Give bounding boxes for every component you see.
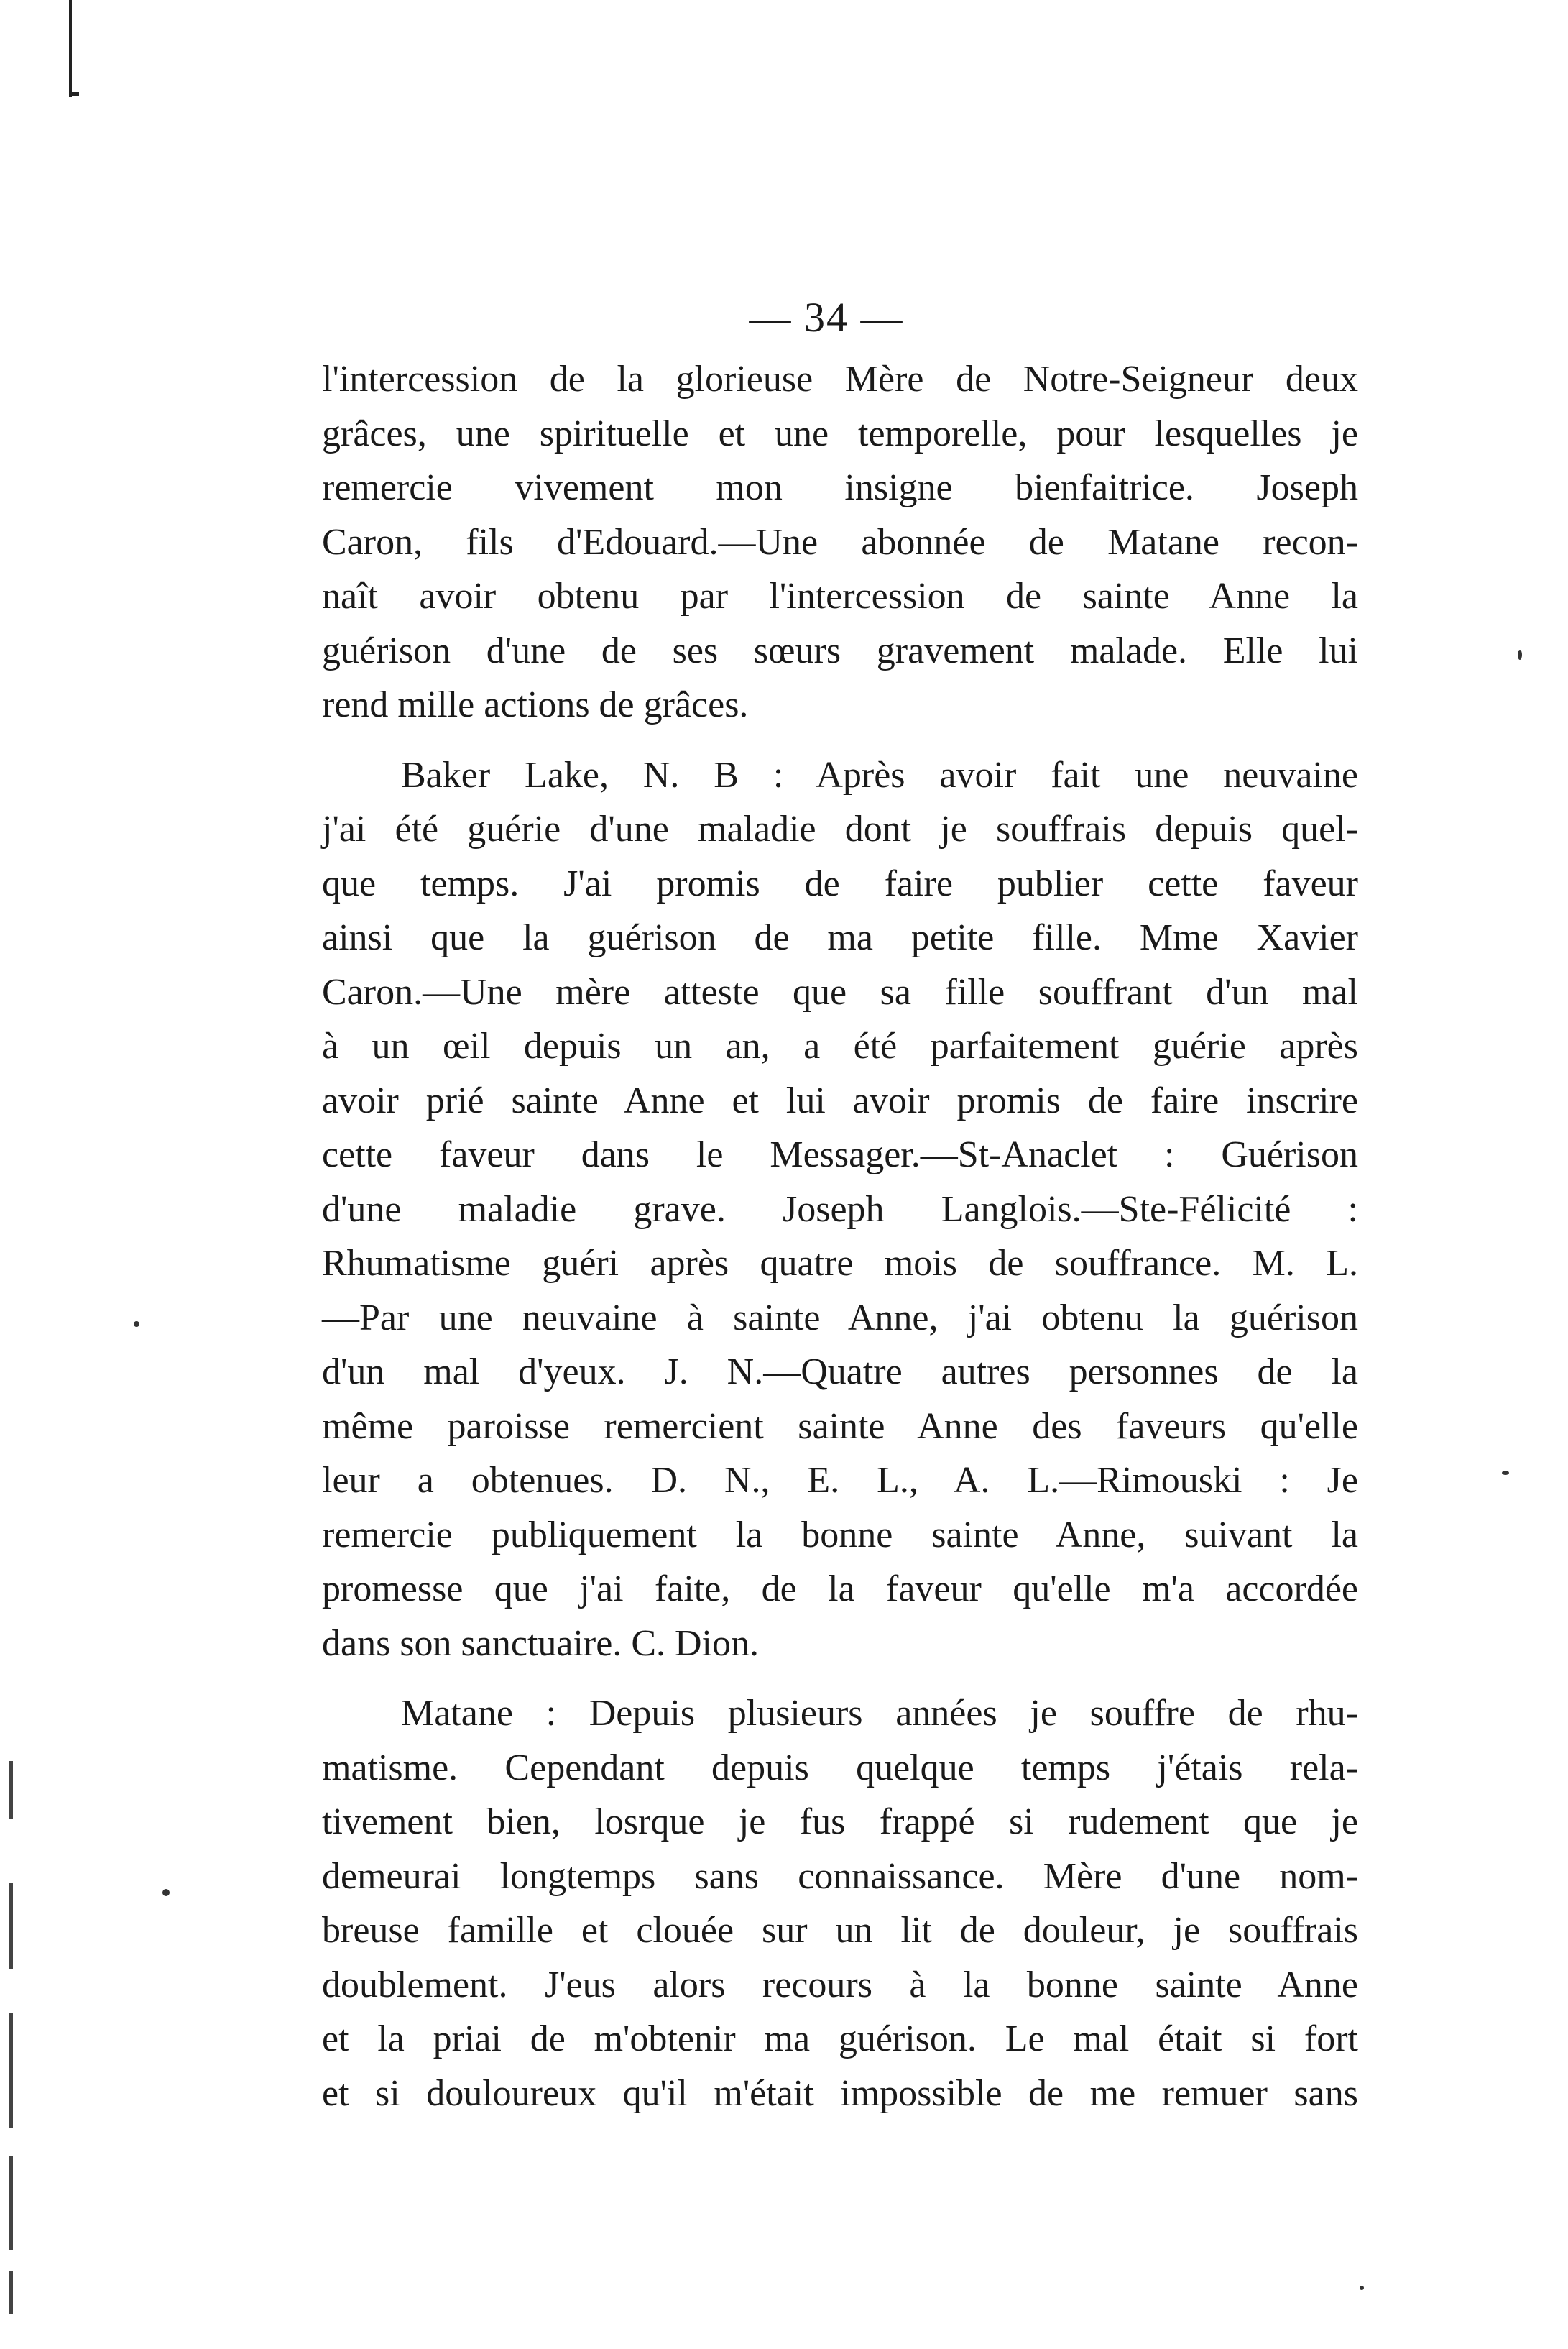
text-line: l'intercession de la glorieuse Mère de Notre-Seigneur deux bbox=[322, 359, 1358, 400]
scan-speck bbox=[1502, 1471, 1509, 1475]
text-line: à un œil depuis un an, a été parfaitement guérie après bbox=[322, 1026, 1358, 1067]
paragraph bbox=[322, 1686, 1358, 2120]
text-line: guérison d'une de ses sœurs gravement malade. Elle lui bbox=[322, 630, 1358, 671]
text-line: promesse que j'ai faite, de la faveur qu'elle m'a accordée bbox=[322, 1568, 1358, 1609]
text-line: d'un mal d'yeux. J. N.—Quatre autres personnes de la bbox=[322, 1351, 1358, 1392]
text-line: Baker Lake, N. B : Après avoir fait une neuvaine bbox=[401, 754, 1358, 796]
text-line: j'ai été guérie d'une maladie dont je souffrais depuis quel- bbox=[322, 809, 1358, 850]
text-line: —Par une neuvaine à sainte Anne, j'ai obtenu la guérison bbox=[322, 1297, 1358, 1338]
body-text bbox=[322, 352, 1358, 2120]
text-line: et si douloureux qu'il m'était impossible de me remuer sans bbox=[322, 2072, 1358, 2114]
scan-speck bbox=[134, 1321, 139, 1327]
paragraph bbox=[322, 748, 1358, 1671]
text-line: doublement. J'eus alors recours à la bonne sainte Anne bbox=[322, 1964, 1358, 2005]
text-line: dans son sanctuaire. C. Dion. bbox=[322, 1622, 760, 1664]
text-line: leur a obtenues. D. N., E. L., A. L.—Rimouski : Je bbox=[322, 1460, 1358, 1501]
text-line: même paroisse remercient sainte Anne des faveurs qu'elle bbox=[322, 1405, 1358, 1447]
text-line: tivement bien, losrque je fus frappé si rudement que je bbox=[322, 1801, 1358, 1842]
text-line: breuse famille et clouée sur un lit de douleur, je souffrais bbox=[322, 1910, 1358, 1951]
scan-binding-mark bbox=[9, 2013, 13, 2128]
text-line: grâces, une spirituelle et une temporelle, pour lesquelles je bbox=[322, 413, 1358, 454]
text-line: naît avoir obtenu par l'intercession de sainte Anne la bbox=[322, 576, 1358, 617]
text-line: Caron.—Une mère atteste que sa fille souffrant d'un mal bbox=[322, 971, 1358, 1013]
scan-binding-mark bbox=[9, 2271, 13, 2314]
paragraph-gap bbox=[322, 1670, 1358, 1686]
scan-speck bbox=[1518, 650, 1522, 660]
text-line: matisme. Cependant depuis quelque temps j'étais rela- bbox=[322, 1747, 1358, 1788]
text-line: ainsi que la guérison de ma petite fille. Mme Xavier bbox=[322, 917, 1358, 958]
text-line: et la priai de m'obtenir ma guérison. Le mal était si fort bbox=[322, 2018, 1358, 2059]
text-line: remercie publiquement la bonne sainte Anne, suivant la bbox=[322, 1514, 1358, 1555]
text-line: que temps. J'ai promis de faire publier cette faveur bbox=[322, 863, 1358, 904]
text-line: Rhumatisme guéri après quatre mois de souffrance. M. L. bbox=[322, 1243, 1358, 1284]
text-line: rend mille actions de grâces. bbox=[322, 684, 749, 725]
text-line: demeurai longtemps sans connaissance. Mère d'une nom- bbox=[322, 1855, 1358, 1897]
scan-binding-mark bbox=[9, 1883, 13, 1969]
scan-edge-mark bbox=[69, 0, 72, 97]
scan-speck bbox=[1360, 2286, 1364, 2290]
paragraph-gap bbox=[322, 732, 1358, 748]
scan-binding-mark bbox=[9, 1761, 13, 1819]
text-line: d'une maladie grave. Joseph Langlois.—Ste-Félicité : bbox=[322, 1188, 1358, 1230]
paragraph bbox=[322, 352, 1358, 732]
text-line: Matane : Depuis plusieurs années je souffre de rhu- bbox=[401, 1693, 1358, 1734]
text-line: avoir prié sainte Anne et lui avoir promis de faire inscrire bbox=[322, 1080, 1358, 1121]
page-number: — 34 — bbox=[749, 294, 904, 341]
text-line: remercie vivement mon insigne bienfaitrice. Joseph bbox=[322, 467, 1358, 508]
text-line: Caron, fils d'Edouard.—Une abonnée de Matane recon- bbox=[322, 521, 1358, 563]
scan-edge-mark-foot bbox=[69, 92, 79, 96]
text-line: cette faveur dans le Messager.—St-Anaclet : Guérison bbox=[322, 1134, 1358, 1175]
scan-binding-mark bbox=[9, 2156, 13, 2250]
scan-speck bbox=[162, 1889, 170, 1896]
